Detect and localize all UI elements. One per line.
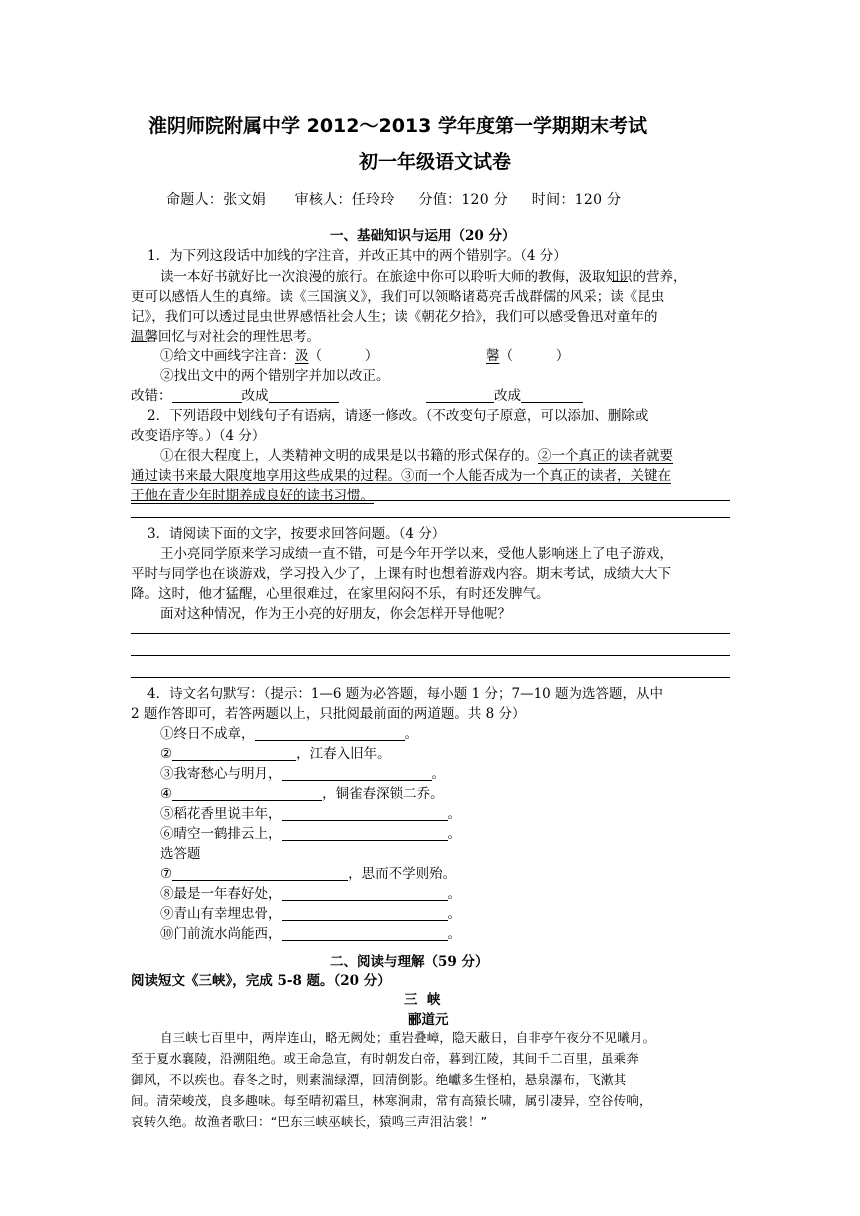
answer-blank[interactable] bbox=[426, 388, 494, 403]
poem-item-prompt: ⑨青山有幸埋忠骨， bbox=[160, 906, 282, 922]
ancient-passage-line: 哀转久绝。故渔者歌曰：“巴东三峡巫峡长，猿鸣三声泪沾裳！” bbox=[131, 1114, 488, 1129]
q1-sub1-prefix: ①给文中画线字注音： bbox=[160, 348, 295, 364]
poem-item-suffix: 。 bbox=[431, 766, 445, 782]
underline-mark bbox=[612, 281, 628, 282]
answer-blank[interactable] bbox=[269, 388, 339, 403]
answer-blank[interactable] bbox=[172, 866, 348, 881]
q1-passage-line: 读一本好书就好比一次浪漫的旅行。在旅途中你可以聆听大师的教侮，汲取知识的营养， bbox=[160, 269, 687, 285]
q3-stem: 3．请阅读下面的文字，按要求回答问题。（4 分） bbox=[147, 526, 446, 542]
q1-passage-line: 温馨回忆与对社会的理性思考。 bbox=[131, 329, 320, 345]
answer-blank[interactable] bbox=[172, 786, 322, 801]
poem-item-suffix: 。 bbox=[404, 726, 418, 742]
exam-meta: 命题人：张文娟 审核人：任玲玲 分值：120 分 时间：120 分 bbox=[166, 192, 622, 208]
poem-item-prompt: ② bbox=[160, 746, 173, 762]
answer-blank[interactable] bbox=[282, 826, 448, 841]
section1-heading: 一、基础知识与运用（20 分） bbox=[330, 228, 516, 244]
poem-item bbox=[160, 762, 445, 782]
poem-item-suffix: ，铜雀春深锁二乔。 bbox=[322, 786, 444, 802]
poem-item-suffix: 。 bbox=[447, 886, 461, 902]
q1-fix-label: 改错： bbox=[131, 388, 172, 404]
answer-blank[interactable] bbox=[282, 886, 448, 901]
q1-answer-paren[interactable]: （ ） bbox=[499, 348, 570, 364]
q1-sub1 bbox=[160, 344, 378, 364]
answer-line[interactable] bbox=[131, 500, 730, 501]
answer-line[interactable] bbox=[131, 655, 730, 656]
answer-blank[interactable] bbox=[172, 746, 296, 761]
q2-line bbox=[160, 444, 673, 464]
q2-line bbox=[131, 484, 374, 504]
q2-stem: 改变语序等。）（4 分） bbox=[131, 428, 266, 444]
poem-item-suffix: ，江春入旧年。 bbox=[296, 746, 391, 762]
poem-item-prompt: ④ bbox=[160, 786, 173, 802]
answer-blank[interactable] bbox=[521, 388, 583, 403]
ancient-passage-line: 御风，不以疾也。春冬之时，则素湍绿潭，回清倒影。绝巘多生怪柏，悬泉瀑布，飞漱其 bbox=[131, 1072, 627, 1087]
q1-passage-line: 记》，我们可以透过昆虫世界感悟社会人生；读《朝花夕拾》，我们可以感受鲁迅对童年的 bbox=[131, 309, 658, 325]
q4-stem: 4．诗文名句默写：（提示：1—6 题为必答题，每小题 1 分；7—10 题为选答题，从中 bbox=[147, 686, 664, 702]
section2-subheading: 阅读短文《三峡》，完成 5-8 题。（20 分） bbox=[131, 973, 391, 989]
poem-item bbox=[160, 862, 456, 882]
poem-item-prompt: ①终日不成章， bbox=[160, 726, 255, 742]
poem-item bbox=[160, 722, 418, 742]
q3-passage-line: 平时与同学也在谈游戏，学习投入少了，上课有时也想着游戏内容。期末考试，成绩大大下 bbox=[131, 566, 671, 582]
poem-item-prompt: ③我寄愁心与明月， bbox=[160, 766, 282, 782]
q1-fix-row bbox=[426, 384, 583, 404]
poem-item-suffix: 。 bbox=[447, 806, 461, 822]
answer-line[interactable] bbox=[131, 677, 730, 678]
q2-underlined-sentence: ③而一个人能否成为一个真正的读者，关键在 bbox=[401, 468, 671, 484]
poem-item-prompt: ⑥晴空一鹤排云上， bbox=[160, 826, 282, 842]
optional-label: 选答题 bbox=[160, 846, 201, 862]
underline-mark bbox=[131, 341, 147, 342]
poem-item bbox=[160, 782, 444, 802]
q1-stem: 1．为下列这段话中加线的字注音，并改正其中的两个错别字。（4 分） bbox=[147, 248, 567, 264]
ancient-passage-line: 至于夏水襄陵，沿溯阻绝。或王命急宣，有时朝发白帝，暮到江陵，其间千二百里，虽乘奔 bbox=[131, 1051, 640, 1066]
q2-underlined-sentence: 通过读书来最大限度地享用这些成果的过程。 bbox=[131, 468, 401, 484]
answer-blank[interactable] bbox=[282, 906, 448, 921]
q1-answer-paren[interactable]: （ ） bbox=[308, 348, 379, 364]
text-author: 郦道元 bbox=[408, 1012, 449, 1028]
answer-blank[interactable] bbox=[172, 388, 242, 403]
q1-sub2: ②找出文中的两个错别字并加以改正。 bbox=[160, 368, 390, 384]
answer-blank[interactable] bbox=[282, 926, 448, 941]
q3-passage-line: 王小亮同学原来学习成绩一直不错，可是今年开学以来，受他人影响迷上了电子游戏， bbox=[160, 546, 673, 562]
answer-blank[interactable] bbox=[282, 806, 448, 821]
text-title: 三 峡 bbox=[404, 992, 441, 1008]
exam-title: 淮阴师院附属中学 2012～2013 学年度第一学期期末考试 bbox=[148, 115, 647, 137]
poem-item-prompt: ⑤稻花香里说丰年， bbox=[160, 806, 282, 822]
poem-item-suffix: 。 bbox=[447, 906, 461, 922]
ancient-passage-line: 间。清荣峻茂，良多趣味。每至晴初霜旦，林寒涧肃，常有高猿长啸，属引凄异，空谷传响， bbox=[131, 1093, 652, 1108]
poem-item-prompt: ⑦ bbox=[160, 866, 173, 882]
poem-item bbox=[160, 922, 461, 942]
answer-blank[interactable] bbox=[282, 766, 432, 781]
ancient-passage-line: 自三峡七百里中，两岸连山，略无阙处；重岩叠嶂，隐天蔽日，自非亭午夜分不见曦月。 bbox=[160, 1030, 656, 1045]
q2-underlined-sentence: ②一个真正的读者就要 bbox=[538, 448, 673, 464]
poem-item bbox=[160, 902, 461, 922]
q1-char-xin: 馨 bbox=[486, 348, 500, 364]
q2-line bbox=[131, 464, 671, 484]
answer-line[interactable] bbox=[131, 517, 730, 518]
poem-item bbox=[160, 882, 461, 902]
section2-heading: 二、阅读与理解（59 分） bbox=[330, 954, 489, 970]
poem-item-suffix: ，思而不学则殆。 bbox=[348, 866, 457, 882]
answer-line[interactable] bbox=[131, 633, 730, 634]
exam-subtitle: 初一年级语文试卷 bbox=[359, 151, 512, 173]
q1-char-ji: 汲 bbox=[295, 348, 309, 364]
q1-sub1b bbox=[486, 344, 569, 364]
poem-item bbox=[160, 802, 461, 822]
q3-question: 面对这种情况，作为王小亮的好朋友，你会怎样开导他呢？ bbox=[160, 606, 511, 622]
poem-item-suffix: 。 bbox=[447, 926, 461, 942]
poem-item bbox=[160, 742, 391, 762]
q1-fix-mid: 改成 bbox=[494, 388, 521, 404]
q1-fix-row bbox=[131, 384, 339, 404]
q4-stem: 2 题作答即可，若答两题以上，只批阅最前面的两道题。共 8 分） bbox=[131, 706, 526, 722]
poem-item bbox=[160, 822, 461, 842]
q3-passage-line: 降。这时，他才猛醒，心里很难过，在家里闷闷不乐，有时还发脾气。 bbox=[131, 586, 550, 602]
poem-item-suffix: 。 bbox=[447, 826, 461, 842]
q1-fix-mid: 改成 bbox=[241, 388, 269, 404]
q2-stem: 2．下列语段中划线句子有语病，请逐一修改。（不改变句子原意，可以添加、删除或 bbox=[147, 408, 649, 424]
answer-blank[interactable] bbox=[255, 726, 405, 741]
poem-item-prompt: ⑩门前流水尚能西， bbox=[160, 926, 282, 942]
q2-plain-text: ①在很大程度上，人类精神文明的成果是以书籍的形式保存的。 bbox=[160, 448, 538, 464]
q1-passage-line: 更可以感悟人生的真缔。读《三国演义》，我们可以领略诸葛亮舌战群儒的风采；读《昆虫 bbox=[131, 289, 665, 305]
poem-item-prompt: ⑧最是一年春好处， bbox=[160, 886, 282, 902]
q2-underlined-sentence: 于他在青少年时期养成良好的读书习惯。 bbox=[131, 488, 374, 504]
